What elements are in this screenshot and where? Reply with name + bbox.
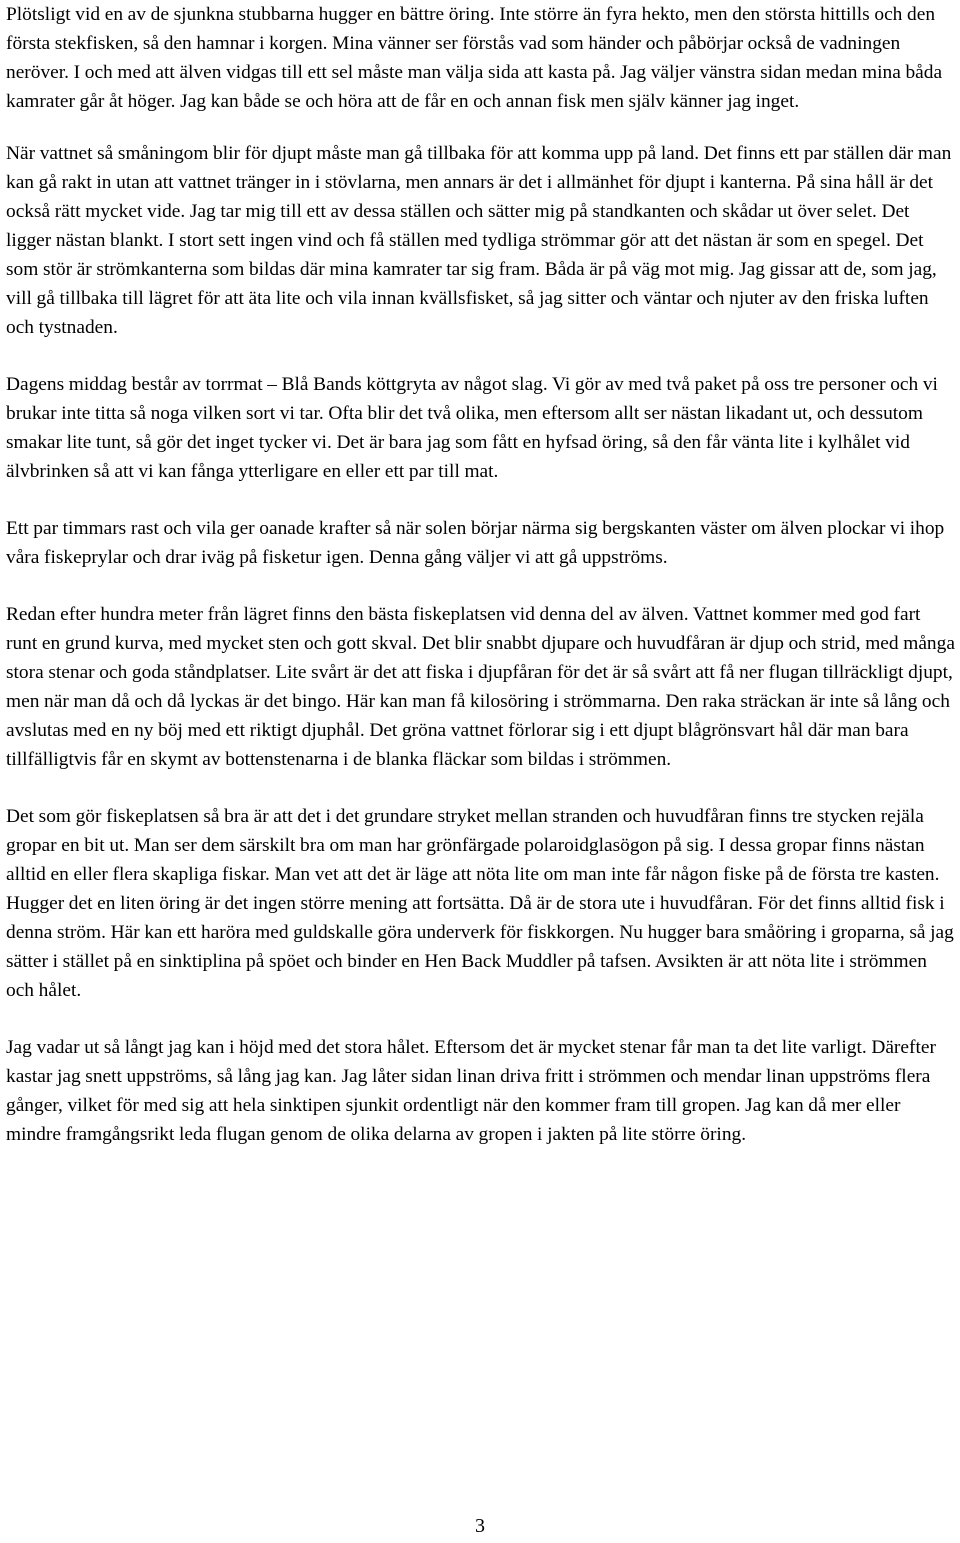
- paragraph-2: När vattnet så småningom blir för djupt måste man gå tillbaka för att komma upp på land. Det finns ett par ställen där man kan gå rakt in utan att vattnet tränger in i stövlarna, men annars är det i allmänhet för djupt i kanterna. På sina håll är det också rätt mycket vide. Jag tar mig till ett av dessa ställen och sätter mig på standkanten och skådar ut över selet. Det ligger nästan blankt. I stort sett ingen vind och få ställen med tydliga strömmar gör att det nästan är som en spegel. Det som stör är strömkanterna som bildas där mina kamrater tar sig fram. Båda är på väg mot mig. Jag gissar att de, som jag, vill gå tillbaka till lägret för att äta lite och vila innan kvällsfisket, så jag sitter och väntar och njuter av den friska luften och tystnaden.: [6, 143, 952, 338]
- paragraph-1: Plötsligt vid en av de sjunkna stubbarna hugger en bättre öring. Inte större än fyra hekto, men den största hittills och den första stekfisken, så den hamnar i korgen. Mina vänner ser förstås vad som händer och påbörjar också de vadningen neröver. I och med att älven vidgas till ett sel måste man välja sida att kasta på. Jag väljer vänstra sidan medan mina båda kamrater går åt höger. Jag kan både se och höra att de får en och annan fisk men själv känner jag inget.: [6, 4, 943, 112]
- paragraph-7: Jag vadar ut så långt jag kan i höjd med det stora hålet. Eftersom det är mycket stenar får man ta det lite varligt. Därefter kastar jag snett uppströms, så lång jag kan. Jag låter sidan linan driva fritt i strömmen och mendar linan uppströms flera gånger, vilket för med sig att hela sinktipen sjunkit ordentligt när den kommer fram till gropen. Jag kan då mer eller mindre framgångsrikt leda flugan genom de olika delarna av gropen i jakten på lite större öring.: [6, 1037, 936, 1145]
- page-number: 3: [475, 1515, 485, 1537]
- paragraph-5: Redan efter hundra meter från lägret finns den bästa fiskeplatsen vid denna del av älven. Vattnet kommer med god fart runt en grund kurva, med mycket sten och gott skval. Det blir snabbt djupare och huvudfåran är djup och strid, med många stora stenar och goda ståndplatser. Lite svårt är det att fiska i djupfåran för det är så svårt att få ner flugan tillräckligt djupt, men när man då och då lyckas är det bingo. Här kan man få kilosöring i strömmarna. Den raka sträckan är inte så lång och avslutas med en ny böj med ett riktigt djuphål. Det gröna vattnet förlorar sig i ett djupt blågrönsvart hål där man bara tillfälligtvis får en skymt av bottenstenarna i de blanka fläckar som bildas i strömmen.: [6, 604, 955, 770]
- paragraph-4: Ett par timmars rast och vila ger oanade krafter så när solen börjar närma sig bergskanten väster om älven plockar vi ihop våra fiskeprylar och drar iväg på fisketur igen. Denna gång väljer vi att gå uppströms.: [6, 518, 945, 568]
- paragraph-6: Det som gör fiskeplatsen så bra är att det i det grundare stryket mellan stranden och huvudfåran finns tre stycken rejäla gropar en bit ut. Man ser dem särskilt bra om man har grönfärgade polaroidglasögon på sig. I dessa gropar finns nästan alltid en eller flera skapliga fiskar. Man vet att det är läge att nöta lite om man inte får någon fiske på de första tre kasten. Hugger det en liten öring är det ingen större mening att fortsätta. Då är de stora ute i huvudfåran. För det finns alltid fisk i denna ström. Här kan ett haröra med guldskalle göra underverk för fiskkorgen. Nu hugger bara småöring i groparna, så jag sätter i stället på en sinktiplina på spöet och binder en Hen Back Muddler på tafsen. Avsikten är att nöta lite i strömmen och hålet.: [6, 806, 954, 1001]
- paragraph-3: Dagens middag består av torrmat – Blå Bands köttgryta av något slag. Vi gör av med två paket på oss tre personer och vi brukar inte titta så noga vilken sort vi tar. Ofta blir det två olika, men eftersom allt ser nästan likadant ut, och dessutom smakar lite tunt, så gör det inget tycker vi. Det är bara jag som fått en hyfsad öring, så den får vänta lite i kylhålet vid älvbrinken så att vi kan fånga ytterligare en eller ett par till mat.: [6, 374, 938, 482]
- document-page: [6, 0, 956, 1149]
